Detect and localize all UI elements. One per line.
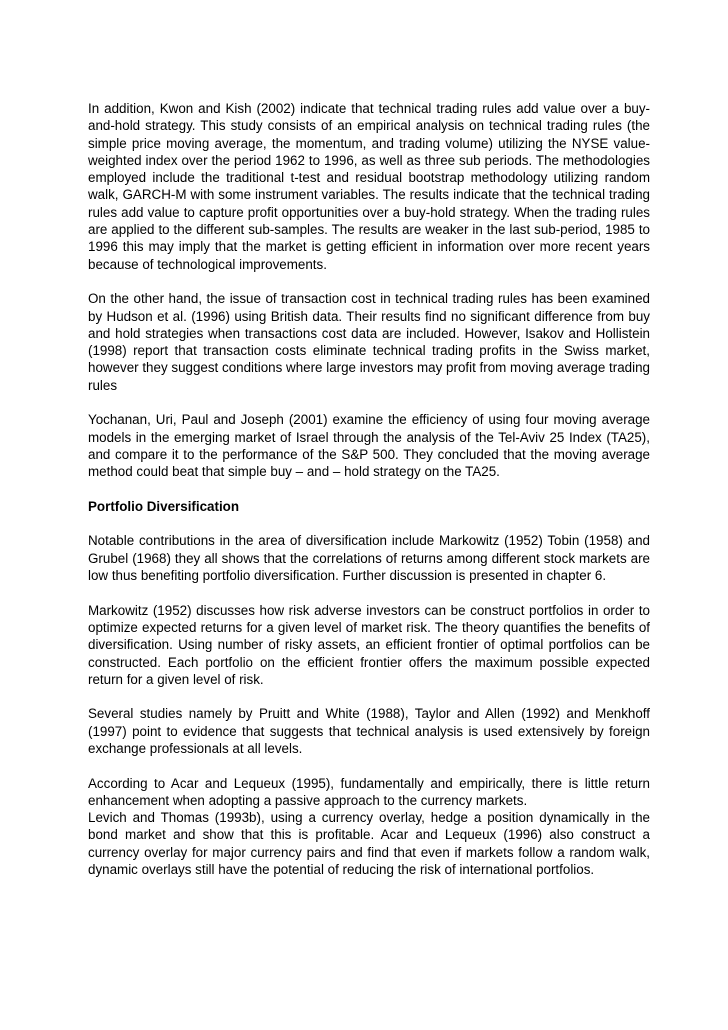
paragraph-kwon-kish: In addition, Kwon and Kish (2002) indicate that technical trading rules add value over a buy-and-hold strategy. This study consists of an empirical analysis on technical trading rules (the simple price moving average, the momentum, and trading volume) utilizing the NYSE value-weighted index over the period 1962 to 1996, as well as three sub periods. The methodologies employed include the traditional t-test and residual bootstrap methodology utilizing random walk, GARCH-M with some instrument variables. The results indicate that the technical trading rules add value to capture profit opportunities over a buy-hold strategy. When the trading rules are applied to the different sub-samples. The results are weaker in the last sub-period, 1985 to 1996 this may imply that the market is getting efficient in information over more recent years because of technological improvements.	[88, 101, 650, 272]
document-page	[88, 100, 650, 896]
paragraph-several-studies: Several studies namely by Pruitt and White (1988), Taylor and Allen (1992) and Menkhoff (1997) point to evidence that suggests that technical analysis is used extensively by foreign exchange professionals at all levels.	[88, 706, 650, 756]
section-heading: Portfolio Diversification	[88, 498, 240, 514]
paragraph-markowitz: Markowitz (1952) discusses how risk adverse investors can be construct portfolios in order to optimize expected returns for a given level of market risk. The theory quantifies the benefits of diversification. Using number of risky assets, an efficient frontier of optimal portfolios can be constructed. Each portfolio on the efficient frontier offers the maximum possible expected return for a given level of risk.	[88, 602, 650, 687]
paragraph-levich-thomas: Levich and Thomas (1993b), using a currency overlay, hedge a position dynamically in the bond market and show that this is profitable. Acar and Lequeux (1996) also construct a currency overlay for major currency pairs and find that even if markets follow a random walk, dynamic overlays still have the potential of reducing the risk of international portfolios.	[88, 810, 650, 878]
paragraph-notable-contributions: Notable contributions in the area of diversification include Markowitz (1952) Tobin (1958) and Grubel (1968) they all shows that the correlations of returns among different stock markets are low thus benefiting portfolio diversification. Further discussion is presented in chapter 6.	[88, 533, 650, 584]
paragraph-acar-lequeux: According to Acar and Lequeux (1995), fundamentally and empirically, there is little return enhancement when adopting a passive approach to the currency markets.	[88, 775, 650, 808]
paragraph-yochanan: Yochanan, Uri, Paul and Joseph (2001) examine the efficiency of using four moving average models in the emerging market of Israel through the analysis of the Tel-Aviv 25 Index (TA25), and compare it to the performance of the S&P 500. They concluded that the moving average method could beat that simple buy – and – hold strategy on the TA25.	[88, 412, 650, 480]
paragraph-transaction-cost: On the other hand, the issue of transaction cost in technical trading rules has been examined by Hudson et al. (1996) using British data. Their results find no significant difference from buy and hold strategies when transactions cost data are included. However, Isakov and Hollistein (1998) report that transaction costs eliminate technical trading profits in the Swiss market, however they suggest conditions where large investors may profit from moving average trading rules	[88, 291, 650, 393]
